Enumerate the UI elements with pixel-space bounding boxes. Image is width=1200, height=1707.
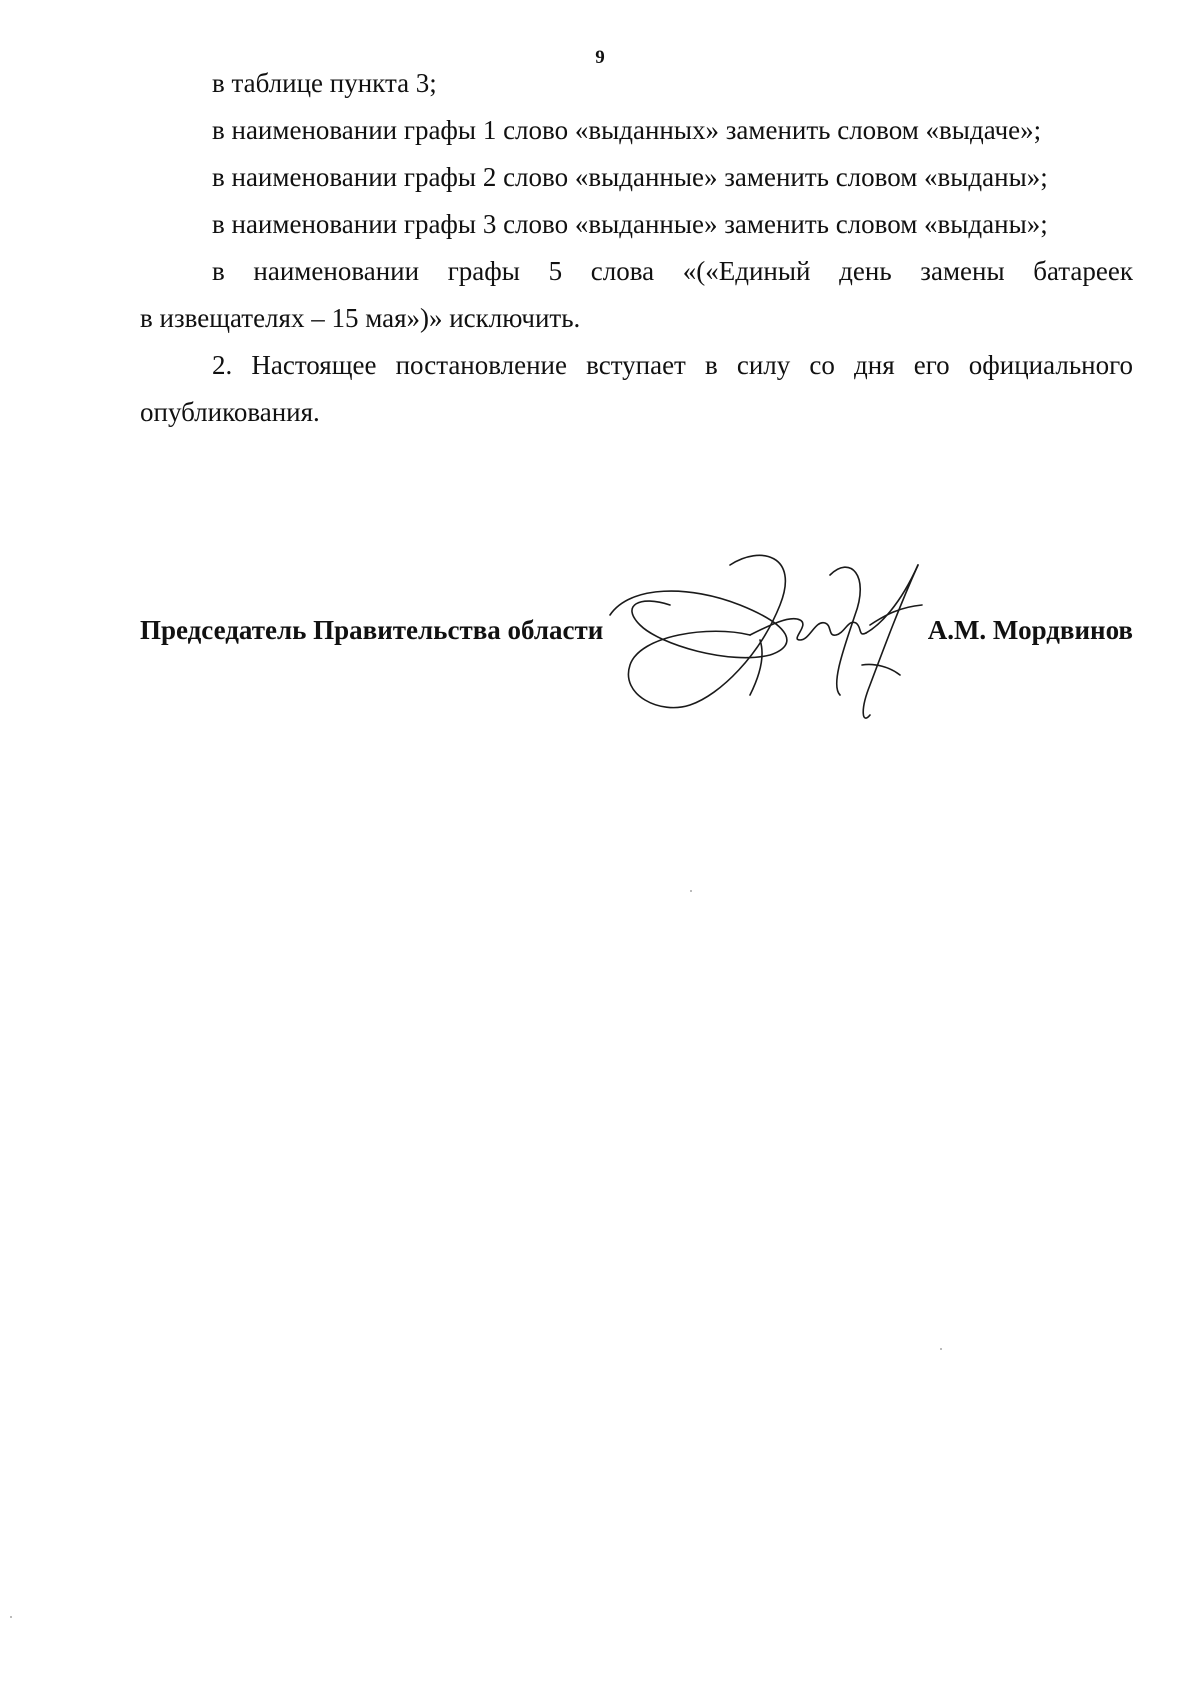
signature-block bbox=[140, 610, 1133, 660]
paragraph-column-2: в наименовании графы 2 слово «выданные» заменить словом «выданы»; bbox=[212, 162, 1048, 192]
scan-speck bbox=[690, 890, 692, 892]
paragraph-column-5: в наименовании графы 5 слова «(«Единый день замены батареек bbox=[212, 256, 1133, 286]
paragraph-column-5-continuation: в извещателях – 15 мая»)» исключить. bbox=[140, 303, 581, 333]
paragraph-column-1: в наименовании графы 1 слово «выданных» заменить словом «выдаче»; bbox=[212, 115, 1042, 145]
page-number: 9 bbox=[595, 47, 605, 68]
paragraph-table-item: в таблице пункта 3; bbox=[212, 68, 437, 98]
paragraph-column-3: в наименовании графы 3 слово «выданные» заменить словом «выданы»; bbox=[212, 209, 1048, 239]
paragraph-entry-into-force: 2. Настоящее постановление вступает в силу со дня его официального опубликования. bbox=[140, 350, 1133, 427]
signatory-name: А.М. Мордвинов bbox=[927, 615, 1133, 645]
scan-speck bbox=[10, 1616, 12, 1618]
signatory-title: Председатель Правительства области bbox=[140, 615, 604, 645]
scan-speck bbox=[940, 1348, 942, 1350]
document-body bbox=[140, 60, 1133, 436]
